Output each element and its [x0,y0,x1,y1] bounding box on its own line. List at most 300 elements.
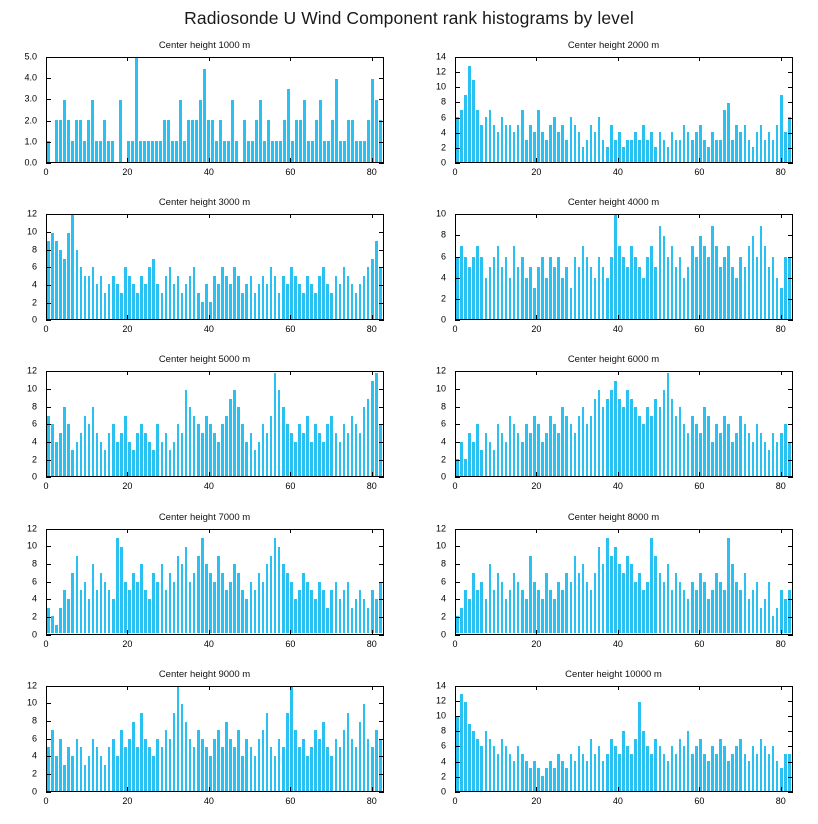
bar [590,416,593,476]
bar [67,747,70,790]
y-tick-label: 3.0 [24,93,37,104]
bar [152,756,155,791]
bar [245,284,248,319]
bar [485,278,488,319]
bar [193,267,196,319]
y-tick-right [379,142,384,143]
bar [764,442,767,477]
bar [254,590,257,633]
y-tick-right [379,121,384,122]
bar [485,433,488,476]
bar [173,582,176,634]
x-tick-top [46,686,47,690]
bar [189,276,192,319]
bar [108,747,111,790]
y-tick-right [379,686,384,687]
bar [241,756,244,791]
bar [610,556,613,634]
x-tick-top [372,371,373,375]
bar [626,746,629,790]
bar [71,141,74,162]
bar [185,722,188,791]
bar [245,442,248,477]
plot-area [455,214,793,320]
bar [211,120,214,161]
y-tick [46,477,51,478]
bar-series [47,373,383,477]
bar [468,66,471,162]
bar [140,276,143,319]
bar [501,433,504,476]
y-tick-label: 1.0 [24,136,37,147]
bar [578,746,581,790]
bar [282,564,285,633]
bar [517,267,520,319]
bar [606,399,609,477]
x-tick-top [46,214,47,218]
bar [131,141,134,162]
panel-title: Center height 2000 m [567,40,660,51]
bar [513,424,516,476]
y-tick-right [379,529,384,530]
x-tick-label: 20 [122,638,133,649]
bar [525,424,528,476]
bar [71,756,74,791]
bar [574,125,577,162]
y-tick [46,756,51,757]
bar [140,713,143,791]
histogram-panel [409,667,818,824]
bar [75,120,78,161]
bar [537,590,540,633]
bar [135,58,138,162]
x-tick-top [127,686,128,690]
bar [359,284,362,319]
bar [699,739,702,791]
y-tick-right [788,407,793,408]
histogram-panel [409,38,818,195]
x-tick [372,787,373,792]
bar [80,747,83,790]
bar [521,754,524,791]
bar [310,590,313,633]
bar [691,140,694,162]
y-tick-label: 10 [435,383,446,394]
y-tick-label: 12 [26,680,37,691]
bar [646,140,649,162]
bar [274,538,277,633]
bar [719,267,722,319]
bar [460,246,463,319]
bar [480,582,483,634]
bar [88,276,91,319]
bar [760,125,763,162]
bar [748,433,751,476]
bar [565,573,568,633]
bar [87,120,90,161]
bar [667,564,670,633]
bar [189,739,192,791]
bar [578,132,581,162]
bar [549,761,552,791]
bar [719,739,722,791]
y-tick-label: 10 [26,226,37,237]
y-tick [455,278,460,279]
bar [193,416,196,476]
bar [379,582,382,634]
plot-area [46,371,384,477]
x-tick-top [699,57,700,61]
bar [136,433,139,476]
bar [582,407,585,476]
bar [83,141,86,162]
y-tick [455,582,460,583]
histogram-panel [0,667,409,824]
y-tick [46,163,51,164]
bar [630,754,633,791]
bar [574,433,577,476]
bar [245,739,248,791]
bar [489,442,492,477]
bar [561,590,564,633]
bar [606,278,609,319]
x-tick-label: 20 [531,167,542,177]
x-tick-label: 80 [366,795,377,806]
y-tick-right [788,299,793,300]
bar [367,120,370,161]
x-tick-top [455,57,456,61]
y-tick-label: 10 [26,697,37,708]
bar [727,761,730,791]
bar [310,442,313,477]
bar [537,110,540,162]
bar [100,442,103,477]
y-tick-label: 6 [440,418,446,429]
bar [513,132,516,162]
bar [456,717,459,791]
bar [590,125,593,162]
bar [691,416,694,476]
bar [231,100,234,162]
x-tick-label: 40 [612,167,623,177]
bar [707,599,710,634]
y-tick [455,635,460,636]
bar [67,120,70,161]
bar [497,132,500,162]
x-tick-top [127,371,128,375]
bar [663,582,666,634]
x-tick-top [290,686,291,690]
bar [302,573,305,633]
bar [311,141,314,162]
bar [314,599,317,634]
x-tick [209,472,210,477]
y-tick-right [379,407,384,408]
x-tick-top [618,371,619,375]
bar [509,590,512,633]
bar [55,756,58,791]
bar [67,599,70,634]
bar [237,407,240,476]
bar [638,416,641,476]
bar [359,141,362,162]
bar [274,373,277,477]
x-tick-label: 20 [122,324,133,335]
bar [744,573,747,633]
bar [213,739,216,791]
bar [347,433,350,476]
y-tick [455,235,460,236]
bar [318,582,321,634]
bar [51,424,54,476]
bar [586,582,589,634]
bar [590,590,593,633]
bar [195,120,198,161]
bar [322,442,325,477]
bar [618,754,621,791]
bar [375,730,378,790]
bar [59,608,62,634]
bar [67,233,70,319]
bar [151,141,154,162]
bar [707,147,710,162]
bar [654,147,657,162]
bar [189,582,192,634]
bar [476,590,479,633]
bar [275,141,278,162]
x-tick-top [209,371,210,375]
bar [76,556,79,634]
bar [545,768,548,790]
x-tick [536,158,537,163]
bar [286,713,289,791]
bar [282,276,285,319]
bar [695,590,698,633]
bar [460,694,463,790]
bar [359,722,362,791]
bar [237,573,240,633]
y-tick-label: 4 [31,279,37,290]
bar [161,293,164,319]
y-tick-right [788,118,793,119]
x-tick [455,158,456,163]
bar [298,747,301,790]
bar [727,246,730,319]
bar [270,747,273,790]
bar [695,424,698,476]
bar [756,754,759,791]
bar [723,110,726,162]
bar [351,120,354,161]
y-tick-right [788,716,793,717]
bar [128,276,131,319]
x-tick-label: 80 [775,795,786,806]
bar [565,416,568,476]
bar [723,746,726,790]
bar [565,267,568,319]
y-tick-right [379,250,384,251]
y-axis [409,51,451,168]
bar [112,424,115,476]
plot-area [46,214,384,320]
bar [659,573,662,633]
bar [614,746,617,790]
x-tick-label: 0 [43,167,49,177]
x-tick-top [127,57,128,61]
x-tick [618,630,619,635]
bar [549,125,552,162]
panel-title: Center height 8000 m [567,511,660,523]
bar [456,257,459,319]
bar [715,754,718,791]
y-tick [46,424,51,425]
bar [169,573,172,633]
bar [254,450,257,476]
bar [47,608,50,634]
bar [468,599,471,634]
bar [715,140,718,162]
bar [107,141,110,162]
bar [314,730,317,790]
y-tick-label: 10 [435,208,446,219]
bar [76,250,79,319]
bar [197,424,200,476]
plot-area [455,371,793,477]
x-tick-label: 80 [366,324,377,335]
y-tick-label: 6 [31,261,37,272]
bar [173,442,176,477]
bar [80,590,83,633]
bar [177,687,180,791]
bar [622,731,625,790]
y-tick-label: 12 [435,66,446,77]
y-tick [46,78,51,79]
bar [108,433,111,476]
x-tick-label: 40 [203,167,214,177]
bar [711,442,714,477]
bar [322,267,325,319]
x-tick-label: 40 [203,795,214,806]
bar [521,442,524,477]
bar [659,226,662,319]
bar [687,132,690,162]
histogram-panel [0,195,409,352]
bar [598,390,601,476]
bar [594,754,597,791]
x-tick-top [618,57,619,61]
bar [549,590,552,633]
bar [243,120,246,161]
bar [177,424,180,476]
bar [79,120,82,161]
bar [480,746,483,790]
bar [169,450,172,476]
bar [347,120,350,161]
bar [278,547,281,633]
y-tick [46,703,51,704]
bar-series [47,58,383,162]
x-tick [46,630,47,635]
bar [626,140,629,162]
bar [744,424,747,476]
y-tick [46,285,51,286]
bar [100,276,103,319]
x-tick [699,315,700,320]
bar [185,547,188,633]
bar [270,416,273,476]
bar [298,590,301,633]
y-tick-label: 10 [26,383,37,394]
y-tick-label: 8 [31,401,37,412]
bar [279,141,282,162]
bar [679,257,682,319]
x-tick [46,158,47,163]
bar [203,69,206,162]
bar [501,117,504,161]
x-tick-label: 20 [531,638,542,649]
y-tick [455,102,460,103]
x-tick-top [46,371,47,375]
x-tick [618,787,619,792]
y-tick-label: 14 [435,680,446,691]
y-tick-label: 8 [440,725,446,736]
bar [189,407,192,476]
bar [464,590,467,633]
bar [339,442,342,477]
bar [679,739,682,791]
bar [319,100,322,162]
bar [687,731,690,790]
bar [229,399,232,477]
bar [112,739,115,791]
bar [84,416,87,476]
bar [707,416,710,476]
bar [96,433,99,476]
bar [294,276,297,319]
bar [460,442,463,477]
bar [169,739,172,791]
x-tick-top [536,57,537,61]
bar [622,257,625,319]
bar [258,739,261,791]
bar [634,407,637,476]
bar [59,433,62,476]
bar [549,257,552,319]
y-tick-label: 0 [31,314,37,325]
bar [557,257,560,319]
histogram-panel [0,510,409,667]
y-tick [455,424,460,425]
bar [622,147,625,162]
bar [197,556,200,634]
bar [76,442,79,477]
x-tick-top [699,214,700,218]
bar [687,267,690,319]
bar-series [456,373,792,477]
bar [480,125,483,162]
bar [99,141,102,162]
bar [768,754,771,791]
y-tick [455,716,460,717]
bar [521,590,524,633]
bar [179,100,182,162]
bar [143,141,146,162]
bar [521,257,524,319]
bar [748,140,751,162]
bar [84,582,87,634]
bar [371,259,374,319]
y-axis [0,680,42,797]
